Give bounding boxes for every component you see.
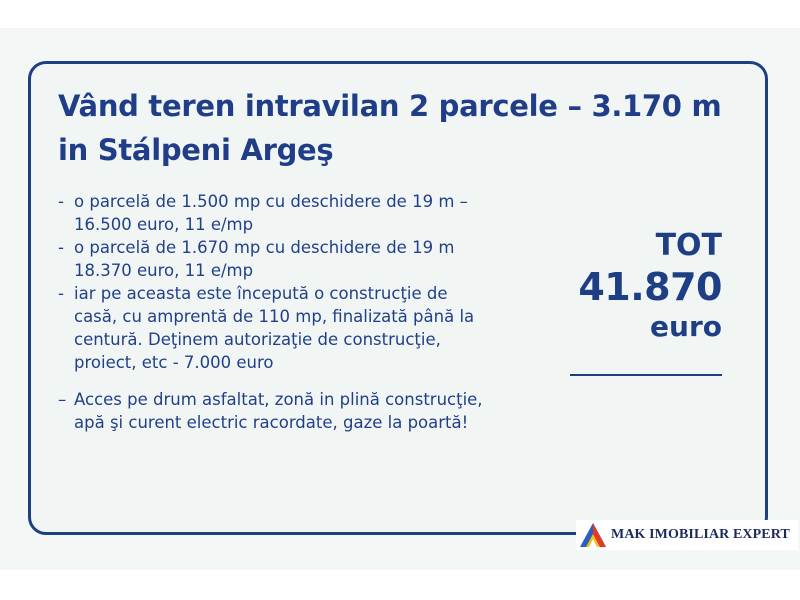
triangle-logo-icon	[578, 521, 608, 549]
details-list	[58, 190, 558, 434]
bullet-text: o parcelă de 1.500 mp cu deschidere de 19 m –	[74, 192, 468, 211]
bullet-dash: –	[58, 390, 67, 409]
list-item-parcel-1	[58, 190, 558, 236]
list-item-construction	[58, 282, 558, 374]
bullet-text: casă, cu amprentă de 110 mp, finalizată până la	[74, 307, 475, 326]
list-spacer	[58, 374, 558, 388]
bullet-text: apă şi curent electric racordate, gaze la poartă!	[74, 413, 469, 432]
top-band	[0, 0, 800, 28]
total-price	[578, 228, 722, 344]
bullet-dash: -	[58, 192, 64, 211]
title-line-1: Vând teren intravilan 2 parcele – 3.170 m	[58, 89, 722, 123]
bullet-text: 18.370 euro, 11 e/mp	[74, 261, 254, 280]
total-label: TOT	[655, 228, 722, 263]
company-logo	[576, 520, 798, 550]
bullet-dash: -	[58, 238, 64, 257]
bottom-band	[0, 570, 800, 600]
bullet-text: proiect, etc - 7.000 euro	[74, 353, 274, 372]
logo-text: MAK IMOBILIAR EXPERT	[611, 527, 790, 542]
list-item-parcel-2	[58, 236, 558, 282]
total-currency: euro	[650, 310, 722, 343]
listing-title	[58, 84, 758, 172]
bullet-dash: -	[58, 284, 64, 303]
total-amount: 41.870	[578, 265, 722, 309]
bullet-text: iar pe aceasta este începută o construcţie de	[74, 284, 448, 303]
bullet-text: Acces pe drum asfaltat, zonă in plină construcţie,	[74, 390, 483, 409]
list-item-access	[58, 388, 558, 434]
bullet-text: o parcelă de 1.670 mp cu deschidere de 19 m	[74, 238, 455, 257]
bullet-text: 16.500 euro, 11 e/mp	[74, 215, 254, 234]
bullet-text: centură. Deţinem autorizaţie de construcţie,	[74, 330, 441, 349]
total-underline	[570, 374, 722, 376]
title-line-2: in Stálpeni Argeş	[58, 133, 334, 167]
